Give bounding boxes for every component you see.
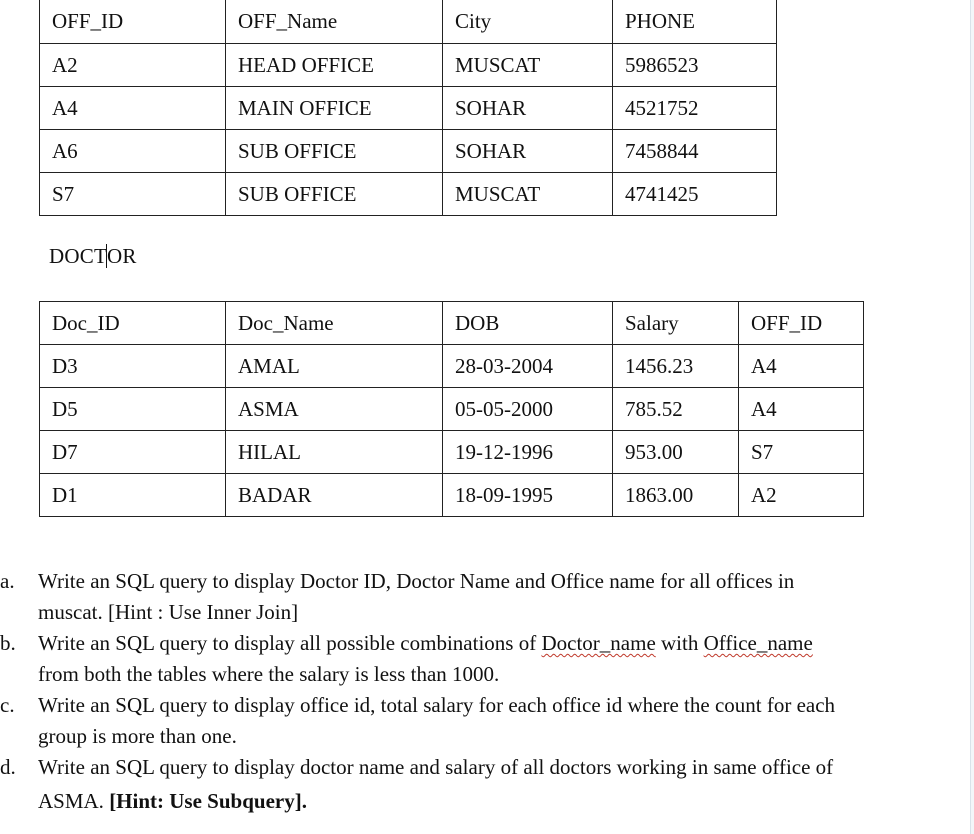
table-cell: 7458844 [613, 130, 777, 173]
question-c-letter: c. [0, 693, 15, 717]
column-header: Salary [613, 302, 739, 345]
table-cell: SOHAR [443, 130, 613, 173]
question-list [0, 566, 960, 817]
doctor-table-body [40, 302, 864, 517]
table-cell: 4741425 [613, 173, 777, 216]
question-a-line1: Write an SQL query to display Doctor ID, Doctor Name and Office name for all offices in [38, 569, 795, 593]
table-cell: 4521752 [613, 87, 777, 130]
table-row [40, 431, 864, 474]
table-cell: 05-05-2000 [443, 388, 613, 431]
table-cell: 1456.23 [613, 345, 739, 388]
question-d-hint: [Hint: Use Subquery]. [109, 789, 307, 813]
table-cell: A4 [40, 87, 226, 130]
table-cell: HEAD OFFICE [226, 44, 443, 87]
offices-table-body [40, 0, 777, 216]
question-b-text-mid: with [655, 631, 704, 655]
column-header: OFF_ID [739, 302, 864, 345]
question-b-text-start: Write an SQL query to display all possible combinations of [38, 631, 542, 655]
column-header: OFF_Name [226, 0, 443, 44]
question-c-line1: Write an SQL query to display office id, total salary for each office id where the count for each [38, 693, 836, 717]
column-header: Doc_Name [226, 302, 443, 345]
question-b [0, 628, 960, 690]
table-row [40, 87, 777, 130]
table-row [40, 130, 777, 173]
question-d-line1: Write an SQL query to display doctor name and salary of all doctors working in same office of [38, 755, 834, 779]
question-a-letter: a. [0, 569, 15, 593]
question-c-line2: group is more than one. [38, 724, 237, 748]
column-header: DOB [443, 302, 613, 345]
table-cell: SUB OFFICE [226, 130, 443, 173]
table-cell: A2 [739, 474, 864, 517]
doctor-table [39, 301, 864, 517]
table-row [40, 388, 864, 431]
table-cell: 28-03-2004 [443, 345, 613, 388]
table-cell: BADAR [226, 474, 443, 517]
question-d-line2 [38, 786, 960, 817]
table-cell: D1 [40, 474, 226, 517]
spellcheck-doctor-name[interactable]: Doctor_name [541, 631, 656, 655]
table-cell: 953.00 [613, 431, 739, 474]
table-cell: 18-09-1995 [443, 474, 613, 517]
table-cell: SUB OFFICE [226, 173, 443, 216]
table-cell: A4 [739, 388, 864, 431]
table-cell: ASMA [226, 388, 443, 431]
table-cell: D7 [40, 431, 226, 474]
table-cell: D3 [40, 345, 226, 388]
question-d [0, 752, 960, 817]
table-cell: MUSCAT [443, 44, 613, 87]
spellcheck-office-name[interactable]: Office_name [703, 631, 813, 655]
table-cell: 1863.00 [613, 474, 739, 517]
question-b-letter: b. [0, 631, 16, 655]
table-cell: 5986523 [613, 44, 777, 87]
question-b-line2: from both the tables where the salary is less than 1000. [38, 662, 500, 686]
table-cell: S7 [40, 173, 226, 216]
table-cell: MAIN OFFICE [226, 87, 443, 130]
question-d-text-start: ASMA. [38, 789, 110, 813]
table-cell: HILAL [226, 431, 443, 474]
doctor-header-row [40, 302, 864, 345]
table-row [40, 173, 777, 216]
table-row [40, 474, 864, 517]
column-header: OFF_ID [40, 0, 226, 44]
column-header: City [443, 0, 613, 44]
table-cell: 785.52 [613, 388, 739, 431]
column-header: PHONE [613, 0, 777, 44]
question-b-line1 [38, 628, 960, 659]
offices-header-row [40, 0, 777, 44]
column-header: Doc_ID [40, 302, 226, 345]
doctor-title-part2: OR [106, 244, 137, 268]
table-cell: A4 [739, 345, 864, 388]
table-cell: A6 [40, 130, 226, 173]
question-d-letter: d. [0, 755, 16, 779]
table-row [40, 345, 864, 388]
table-cell: A2 [40, 44, 226, 87]
table-cell: MUSCAT [443, 173, 613, 216]
doctor-table-title [49, 244, 137, 269]
table-cell: AMAL [226, 345, 443, 388]
table-cell: D5 [40, 388, 226, 431]
table-cell: SOHAR [443, 87, 613, 130]
table-cell: S7 [739, 431, 864, 474]
table-row [40, 44, 777, 87]
question-a-line2: muscat. [Hint : Use Inner Join] [38, 600, 299, 624]
question-a [0, 566, 960, 628]
doctor-title-part1: DOCT [49, 244, 107, 268]
question-c [0, 690, 960, 752]
table-cell: 19-12-1996 [443, 431, 613, 474]
offices-table [39, 0, 777, 216]
